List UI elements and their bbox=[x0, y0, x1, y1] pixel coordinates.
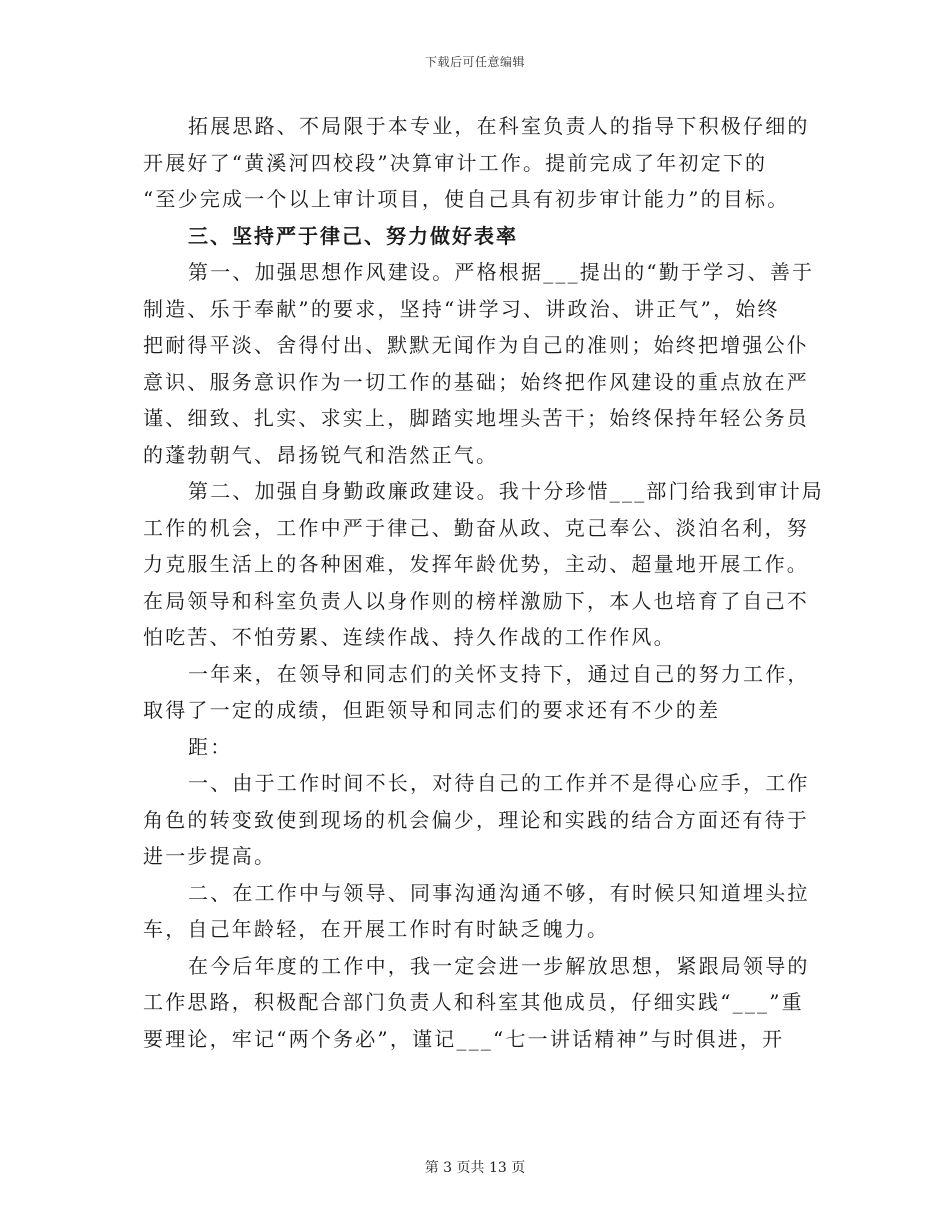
text-line: 意识、服务意识作为一切工作的基础；始终把作风建设的重点放在严 bbox=[143, 369, 809, 394]
text-line: 一、由于工作时间不长，对待自己的工作并不是得心应手，工作 bbox=[188, 771, 810, 795]
page-header: 下载后可任意编辑 bbox=[424, 55, 525, 69]
text-line: 制造、乐于奉献”的要求，坚持“讲学习、讲政治、讲正气”，始终 bbox=[143, 296, 780, 321]
text-line: 取得了一定的成绩，但距领导和同志们的要求还有不少的差 bbox=[143, 698, 721, 722]
text-line: 在局领导和科室负责人以身作则的榜样激励下，本人也培育了自己不 bbox=[143, 588, 809, 613]
section-heading: 三、坚持严于律己、努力做好表率 bbox=[188, 223, 518, 248]
document-body bbox=[143, 108, 824, 1057]
text-line: 角色的转变致使到现场的机会偏少，理论和实践的结合方面还有待于 bbox=[143, 807, 809, 832]
text-line: 力克服生活上的各种困难，发挥年龄优势，主动、超量地开展工作。 bbox=[143, 552, 809, 576]
text-line: 拓展思路、不局限于本专业，在科室负责人的指导下积极仔细的 bbox=[188, 114, 810, 138]
text-line: 开展好了“黄溪河四校段”决算审计工作。提前完成了年初定下的 bbox=[143, 150, 768, 175]
text-line: 一年来，在领导和同志们的关怀支持下，通过自己的努力工作， bbox=[188, 661, 810, 686]
text-line: 距： bbox=[188, 734, 233, 759]
text-line: 把耐得平淡、舍得付出、默默无闻作为自己的准则；始终把增强公仆 bbox=[143, 333, 809, 357]
text-line: 工作的机会，工作中严于律己、勤奋从政、克己奉公、淡泊名利，努 bbox=[143, 515, 809, 540]
text-line: 进一步提高。 bbox=[143, 844, 277, 868]
text-line: 谨、细致、扎实、求实上，脚踏实地埋头苦干；始终保持年轻公务员 bbox=[143, 406, 809, 430]
text-line: 第一、加强思想作风建设。严格根据___提出的“勤于学习、善于 bbox=[188, 260, 815, 284]
text-line: 怕吃苦、不怕劳累、连续作战、持久作战的工作作风。 bbox=[143, 625, 676, 649]
text-line: 的蓬勃朝气、昂扬锐气和浩然正气。 bbox=[143, 442, 499, 467]
page-footer: 第 3 页共 13 页 bbox=[424, 1160, 526, 1176]
text-line: 第二、加强自身勤政廉政建设。我十分珍惜___部门给我到审计局 bbox=[188, 479, 824, 503]
text-line: 二、在工作中与领导、同事沟通沟通不够，有时候只知道埋头拉 bbox=[188, 880, 810, 905]
text-line: 在今后年度的工作中，我一定会进一步解放思想，紧跟局领导的 bbox=[188, 953, 810, 978]
text-line: 工作思路，积极配合部门负责人和科室其他成员，仔细实践“___”重 bbox=[143, 990, 804, 1014]
text-line: “至少完成一个以上审计项目，使自己具有初步审计能力”的目标。 bbox=[143, 187, 790, 211]
text-line: 车，自己年龄轻，在开展工作时有时缺乏魄力。 bbox=[143, 917, 610, 941]
text-line: 要理论，牢记“两个务必”，谨记___“七一讲话精神”与时俱进，开 bbox=[143, 1026, 785, 1051]
